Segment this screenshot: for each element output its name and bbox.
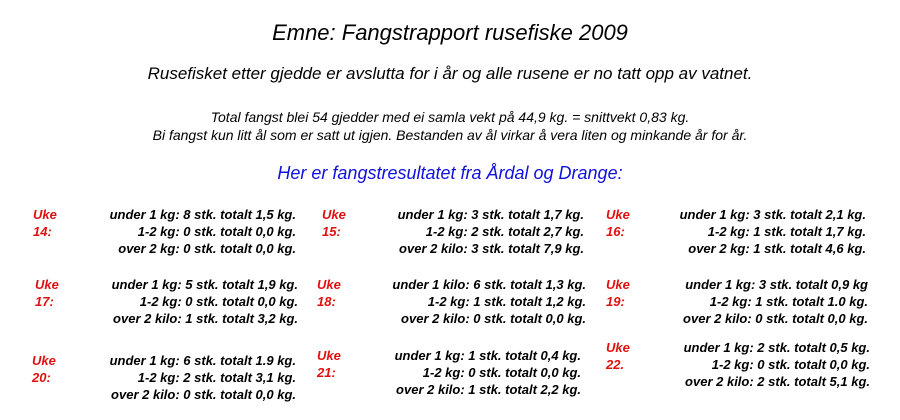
result-line: under 1 kg: 5 stk. totalt 1,9 kg. bbox=[111, 277, 298, 292]
result-line: under 1 kilo: 6 stk. totalt 1,3 kg. bbox=[392, 277, 586, 292]
result-line: over 2 kg: 1 stk. totalt 4,6 kg. bbox=[688, 241, 866, 256]
result-line: over 2 kilo: 1 stk. totalt 2,2 kg. bbox=[396, 382, 581, 397]
result-line: under 1 kg: 1 stk. totalt 0,4 kg. bbox=[394, 348, 581, 363]
week-label: Uke 22. bbox=[606, 340, 630, 372]
summary-line: Bi fangst kun litt ål som er satt ut igjen. Bestanden av ål virkar å vera liten og minkande år for år. bbox=[152, 127, 748, 143]
week-label: Uke 15: bbox=[322, 207, 346, 239]
week-label: Uke 17: bbox=[35, 277, 59, 309]
result-line: 1-2 kg: 2 stk. totalt 3,1 kg. bbox=[137, 370, 296, 385]
week-results bbox=[100, 206, 296, 257]
week-results bbox=[385, 347, 581, 398]
result-line: 1-2 kg: 1 stk. totalt 1,7 kg. bbox=[707, 224, 866, 239]
result-line: over 2 kilo: 2 stk. totalt 5,1 kg. bbox=[685, 374, 870, 389]
week-results bbox=[668, 206, 866, 257]
week-results bbox=[672, 339, 870, 390]
result-line: 1-2 kg: 1 stk. totalt 1.0 kg. bbox=[709, 294, 868, 309]
page-title: Emne: Fangstrapport rusefiske 2009 bbox=[272, 20, 628, 45]
results-heading: Her er fangstresultatet fra Årdal og Drange: bbox=[277, 163, 623, 183]
result-line: 1-2 kg: 1 stk. totalt 1,2 kg. bbox=[427, 294, 586, 309]
result-line: over 2 kilo: 0 stk. totalt 0,0 kg. bbox=[111, 387, 296, 402]
result-line: over 2 kilo: 1 stk. totalt 3,2 kg. bbox=[113, 311, 298, 326]
result-line: 1-2 kg: 0 stk. totalt 0,0 kg. bbox=[422, 365, 581, 380]
week-results bbox=[670, 276, 868, 327]
page-subtitle: Rusefisket etter gjedde er avslutta for i år og alle rusene er no tatt opp av vatnet. bbox=[147, 64, 753, 83]
result-line: 1-2 kg: 0 stk. totalt 0,0 kg. bbox=[137, 224, 296, 239]
result-line: under 1 kg: 2 stk. totalt 0,5 kg. bbox=[683, 340, 870, 355]
summary bbox=[0, 108, 900, 144]
week-label: Uke 21: bbox=[317, 348, 341, 380]
result-line: 1-2 kg: 0 stk. totalt 0,0 kg. bbox=[711, 357, 870, 372]
week-results bbox=[100, 276, 298, 327]
result-line: under 1 kg: 8 stk. totalt 1,5 kg. bbox=[109, 207, 296, 222]
result-line: over 2 kilo: 3 stk. totalt 7,9 kg. bbox=[399, 241, 584, 256]
result-line: under 1 kg: 3 stk. totalt 0,9 kg bbox=[685, 277, 868, 292]
week-label: Uke 19: bbox=[606, 277, 630, 309]
result-line: under 1 kg: 3 stk. totalt 1,7 kg. bbox=[397, 207, 584, 222]
week-label: Uke 14: bbox=[33, 207, 57, 239]
result-line: over 2 kilo: 0 stk. totalt 0,0 kg. bbox=[683, 311, 868, 326]
week-results bbox=[382, 206, 584, 257]
week-results bbox=[384, 276, 586, 327]
summary-line: Total fangst blei 54 gjedder med ei samla vekt på 44,9 kg. = snittvekt 0,83 kg. bbox=[210, 109, 690, 125]
result-line: 1-2 kg: 2 stk. totalt 2,7 kg. bbox=[425, 224, 584, 239]
week-label: Uke 18: bbox=[317, 277, 341, 309]
result-line: 1-2 kg: 0 stk. totalt 0,0 kg. bbox=[139, 294, 298, 309]
week-label: Uke 16: bbox=[606, 207, 630, 239]
week-results bbox=[100, 352, 296, 403]
result-line: over 2 kg: 0 stk. totalt 0,0 kg. bbox=[118, 241, 296, 256]
result-line: over 2 kilo: 0 stk. totalt 0,0 kg. bbox=[401, 311, 586, 326]
result-line: under 1 kg: 3 stk. totalt 2,1 kg. bbox=[679, 207, 866, 222]
week-label: Uke 20: bbox=[32, 353, 56, 385]
result-line: under 1 kg: 6 stk. totalt 1.9 kg. bbox=[109, 353, 296, 368]
